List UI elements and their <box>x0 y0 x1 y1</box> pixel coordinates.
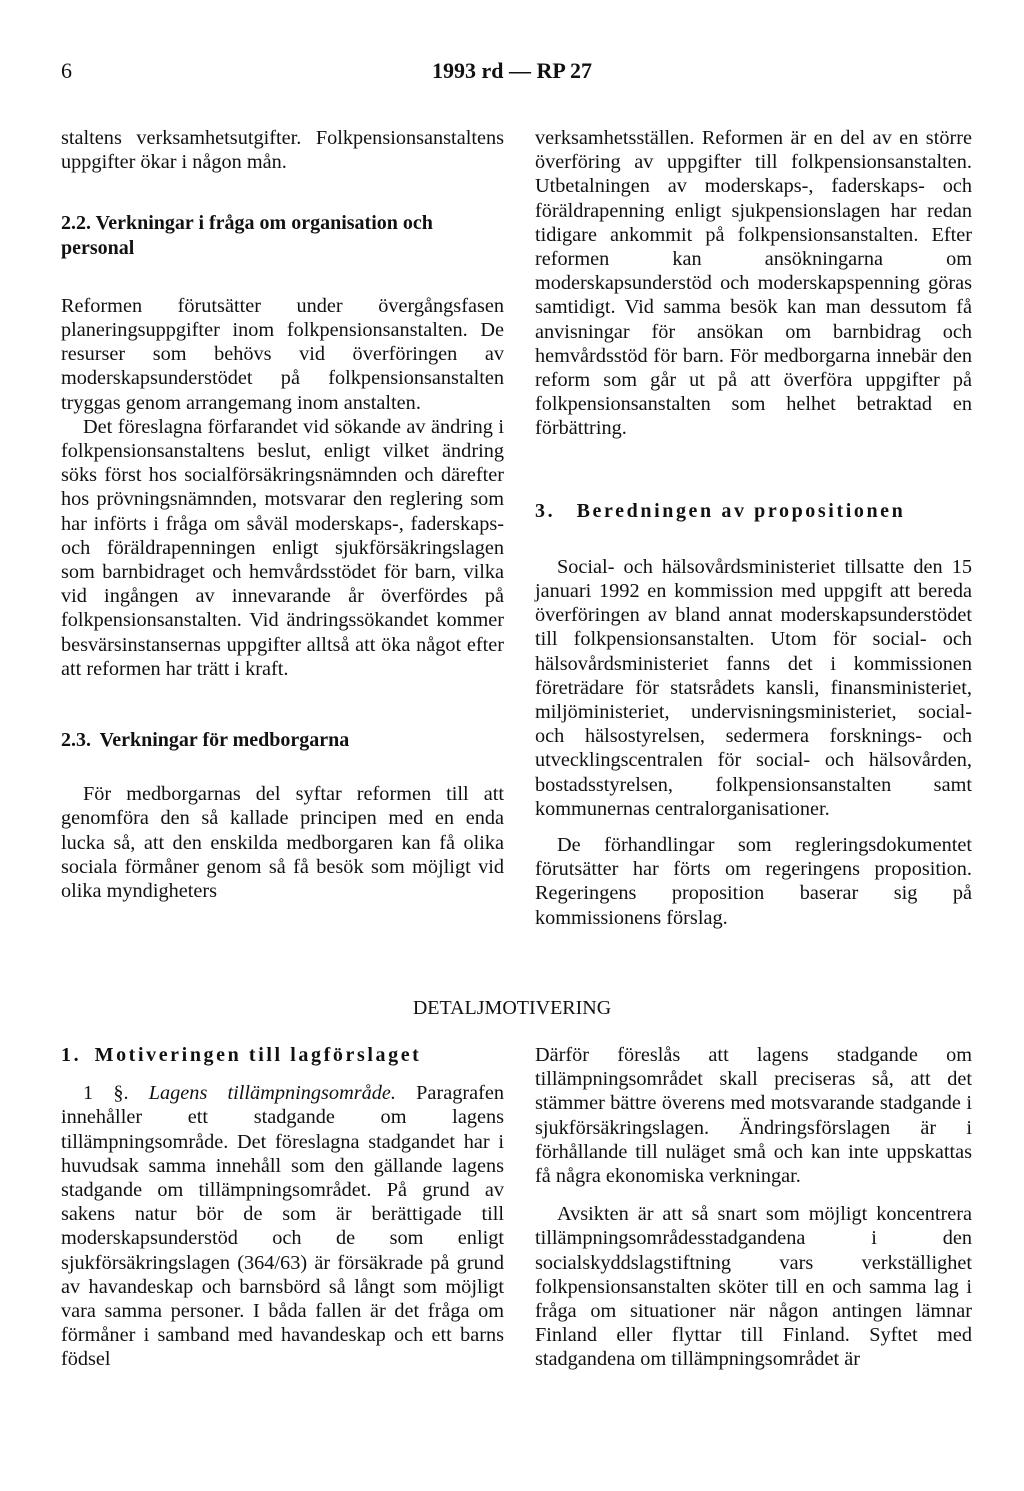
running-title: 1993 rd — RP 27 <box>431 58 593 83</box>
bottom-right-column <box>535 1043 972 1372</box>
paragraph: De förhandlingar som regleringsdokumentet förutsätter har förts om regeringens proposition. Regeringens proposition baserar sig på kommissionens förslag. <box>535 834 972 929</box>
section-sign: 1 §. <box>83 1082 129 1105</box>
paragraph: Därför föreslås att lagens stadgande om tillämpningsområdet skall preciseras så, att det stämmer bättre överens med motsvarande stadgande i sjukförsäkringslagen. Ändringsförslagen är i förhållande till nuläget små och kan inte uppskattas få några ekonomiska verkningar. <box>535 1044 972 1188</box>
page-number: 6 <box>61 58 72 83</box>
section-title: Motiveringen till lagförslaget <box>94 1044 422 1066</box>
section-number: 2.2. <box>61 212 91 235</box>
section-heading-3 <box>535 499 972 523</box>
section-heading-2-3 <box>61 728 504 752</box>
bottom-left-column <box>61 1043 504 1372</box>
top-right-column <box>535 126 972 930</box>
top-left-column <box>61 126 504 903</box>
section-number: 1. <box>61 1044 82 1066</box>
section-heading-1 <box>61 1043 504 1067</box>
section-title: Beredningen av propositionen <box>576 499 906 522</box>
detail-heading: DETALJMOTIVERING <box>412 997 612 1019</box>
paragraph-title: Lagens tillämpningsområde. <box>148 1082 396 1105</box>
section-title: Verkningar i fråga om organisation och personal <box>61 212 433 259</box>
paragraph: Det föreslagna förfarandet vid sökande av ändring i folkpensionsanstaltens beslut, enligt vilket ändring söks först hos socialförsäkringsnämnden och därefter hos prövningsnämnden, motsvarar den reglering som har införts i fråga om såväl moderskaps-, faderskaps- och föräldrapenningen enligt sjukförsäkringslagen som barnbidraget och hemvårdsstödet för barn, vilka vid ingången av innevarande år överfördes på folkpensionsanstalten. Vid ändringssökandet kommer besvärsinstansernas uppgifter alltså att öka något efter att reformen har trätt i kraft. <box>61 415 504 680</box>
paragraph-text: Paragrafen innehåller ett stadgande om lagens tillämpningsområde. Det föreslagna stadgandet har i huvudsak samma innehåll som den gällande lagens stadgande om tillämpningsområdet. På grund av sakens natur bör de som är berättigade till moderskapsunderstöd och de som enligt sjukförsäkringslagen (364/63) är försäkrade på grund av havandeskap och barnsbörd så långt som möjligt vara samma personer. I båda fallen är det fråga om förmåner i samband med havandeskap och ett barns födsel <box>61 1082 504 1371</box>
paragraph: Social- och hälsovårdsministeriet tillsatte den 15 januari 1992 en kommission med uppgift att bereda överföringen av bland annat moderskapsunderstödet till folkpensionsanstalten. Utom för social- och hälsovårdsministeriet fanns det i kommissionen företrädare för statsrådets kansli, finansministeriet, miljöministeriet, undervisningsministeriet, social- och hälsostyrelsen, sedermera forsknings- och utvecklingscentralen för social- och hälsovården, bostadsstyrelsen, folkpensionsanstalten samt kommunernas centralorganisationer. <box>535 555 972 820</box>
paragraph-intro: staltens verksamhetsutgifter. Folkpensionsanstaltens uppgifter ökar i någon mån. <box>61 127 504 174</box>
section-heading-2-2 <box>61 211 504 259</box>
paragraph: verksamhetsställen. Reformen är en del av en större överföring av uppgifter till folkpensionsanstalten. Utbetalningen av moderskaps-, faderskaps- och föräldrapenning enligt sjukpensionslagen har redan tidigare ankommit på folkpensionsanstalten. Efter reformen kan ansökningarna om moderskapsunderstöd och moderskapspenning göras samtidigt. Vid samma besök kan man dessutom få anvisningar för ansökan om barnbidrag och hemvårdsstöd för barn. För medborgarna innebär den reform som går ut på att överföra uppgifter på folkpensionsanstalten som helhet betraktad en förbättring. <box>535 127 972 440</box>
paragraph: Avsikten är att så snart som möjligt koncentrera tillämpningsområdesstadgandena i den socialskyddslagstiftning vars verkställighet folkpensionsanstalten sköter till en och samma lag i fråga om situationer när någon antingen lämnar Finland eller flyttar till Finland. Syftet med stadgandena om tillämpningsområdet är <box>535 1203 972 1371</box>
section-title: Verkningar för medborgarna <box>99 729 350 752</box>
paragraph: Reformen förutsätter under övergångsfasen planeringsuppgifter inom folkpensionsanstalten. De resurser som behövs vid överföringen av moderskapsunderstödet på folkpensionsanstalten tryggas genom arrangemang inom anstalten. <box>61 294 504 414</box>
section-number: 3. <box>535 499 556 522</box>
paragraph: För medborgarnas del syftar reformen till att genomföra den så kallade principen med en enda lucka så, att den enskilda medborgaren kan få olika sociala förmåner genom så få besök som möjligt vid olika myndigheters <box>61 783 504 903</box>
section-number: 2.3. <box>61 729 91 752</box>
paragraph-1-section <box>61 1081 504 1371</box>
